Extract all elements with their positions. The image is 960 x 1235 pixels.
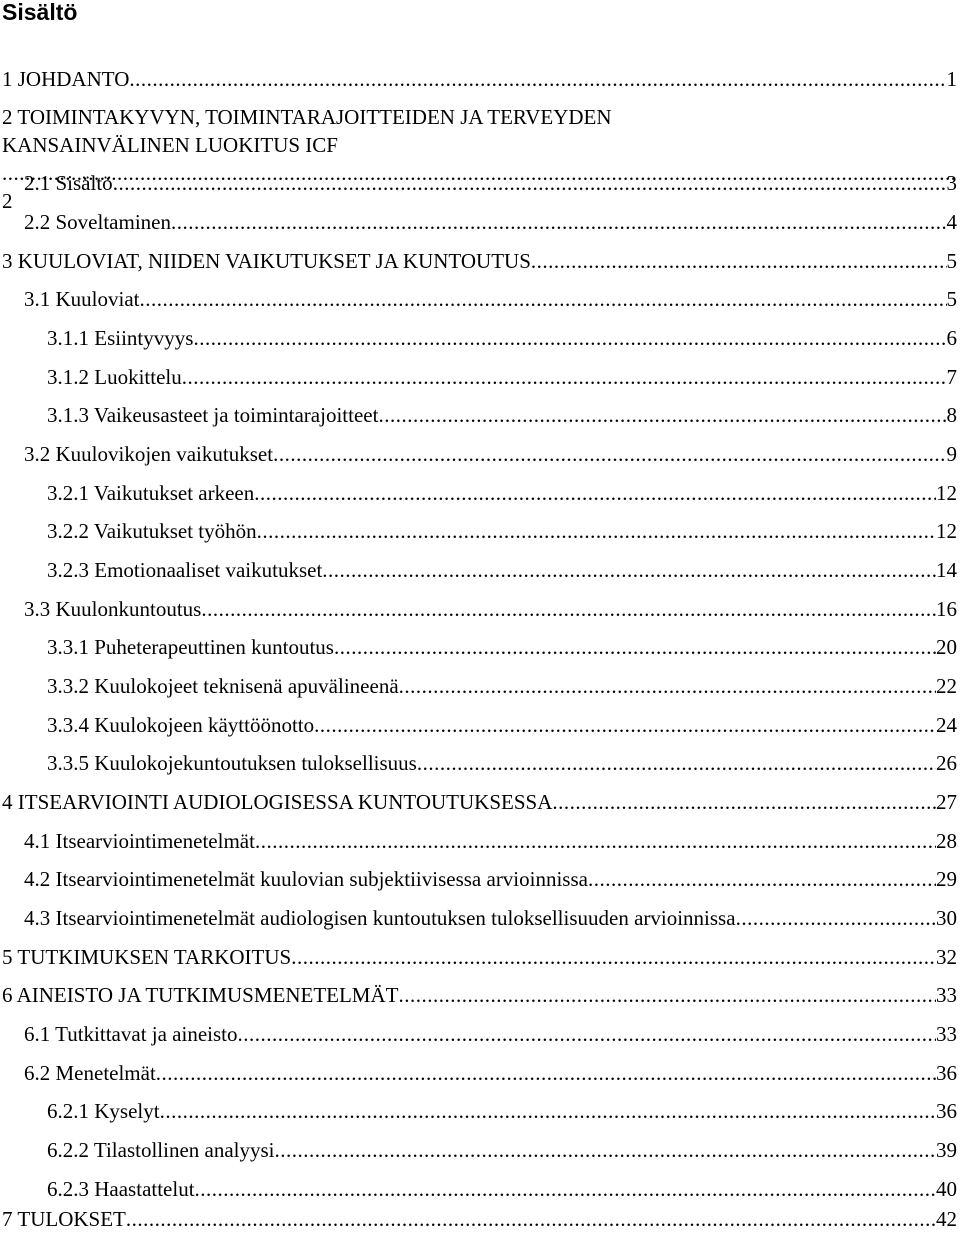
toc-entry-page: 16: [936, 597, 957, 621]
toc-entry-page: 5: [946, 249, 957, 273]
toc-entry-3-2[interactable]: [24, 440, 957, 468]
toc-entry-page: 12: [936, 519, 957, 543]
toc-entry-page: 33: [936, 983, 957, 1007]
toc-entry-6-2[interactable]: [24, 1059, 957, 1087]
toc-entry-title: 3.3 Kuulonkuntoutus: [24, 597, 202, 621]
dot-leader: [334, 633, 936, 661]
dot-leader: [322, 556, 936, 584]
dot-leader: [126, 1205, 936, 1233]
toc-entry-title: 3.2.2 Vaikutukset työhön: [47, 519, 257, 543]
toc-entry-page: 33: [936, 1022, 957, 1046]
dot-leader: [140, 285, 947, 313]
dot-leader: [417, 749, 936, 777]
dot-leader: [195, 1175, 936, 1203]
dot-leader: [113, 169, 947, 197]
toc-entry-title: 3.3.1 Puheterapeuttinen kuntoutus: [47, 635, 334, 659]
toc-entry-page: 39: [936, 1138, 957, 1162]
toc-entry-title: 3.2 Kuulovikojen vaikutukset: [24, 442, 274, 466]
dot-leader: [398, 981, 936, 1009]
toc-entry-6-2-2[interactable]: [47, 1136, 957, 1164]
toc-entry-4-1[interactable]: [24, 827, 957, 855]
toc-entry-3-2-1[interactable]: [47, 479, 957, 507]
toc-entry-page: 7: [946, 365, 957, 389]
toc-entry-3-3-5[interactable]: [47, 749, 957, 777]
toc-entry-7[interactable]: [2, 1205, 957, 1233]
dot-leader: [129, 65, 946, 93]
toc-entry-3-1-1[interactable]: [47, 324, 957, 352]
toc-entry-4-3[interactable]: [24, 904, 957, 932]
toc-entry-title: 3 KUULOVIAT, NIIDEN VAIKUTUKSET JA KUNTOUTUS: [2, 249, 531, 273]
toc-entry-title-line1: 2 TOIMINTAKYVYN, TOIMINTARAJOITTEIDEN JA TERVEYDEN: [2, 105, 612, 129]
toc-entry-4-2[interactable]: [24, 865, 957, 893]
toc-entry-title: 3.1.3 Vaikeusasteet ja toimintarajoitteet: [47, 403, 379, 427]
toc-entry-5[interactable]: [2, 943, 957, 971]
toc-entry-3-3-4[interactable]: [47, 711, 957, 739]
toc-entry-title: 3.1.1 Esiintyvyys: [47, 326, 194, 350]
toc-entry-page: 2: [2, 189, 13, 213]
dot-leader: [156, 1059, 936, 1087]
toc-entry-3-3-1[interactable]: [47, 633, 957, 661]
toc-entry-page: 8: [946, 403, 957, 427]
dot-leader: [588, 865, 936, 893]
toc-entry-4[interactable]: [2, 788, 957, 816]
toc-entry-page: 4: [946, 210, 957, 234]
dot-leader: [314, 711, 936, 739]
toc-entry-3-3[interactable]: [24, 595, 957, 623]
toc-entry-title: 4.3 Itsearviointimenetelmät audiologisen kuntoutuksen tuloksellisuuden arvioinnissa: [24, 906, 736, 930]
toc-entry-title: 7 TULOKSET: [2, 1207, 126, 1231]
toc-entry-title: 5 TUTKIMUKSEN TARKOITUS: [2, 945, 292, 969]
toc-entry-page: 32: [936, 945, 957, 969]
toc-heading: Sisältö: [2, 0, 78, 25]
toc-entry-3-1[interactable]: [24, 285, 957, 313]
toc-entry-title: 3.2.3 Emotionaaliset vaikutukset: [47, 558, 323, 582]
dot-leader: [254, 479, 936, 507]
toc-entry-title: 2.2 Soveltaminen: [24, 210, 171, 234]
toc-entry-title: 4 ITSEARVIOINTI AUDIOLOGISESSA KUNTOUTUKSESSA: [2, 790, 553, 814]
toc-entry-2-2[interactable]: [24, 208, 957, 236]
dot-leader: [182, 363, 947, 391]
toc-entry-page: 36: [936, 1061, 957, 1085]
dot-leader: [736, 904, 936, 932]
dot-leader: [378, 401, 946, 429]
toc-entry-1[interactable]: [2, 65, 957, 93]
toc-entry-title: 6.2.3 Haastattelut: [47, 1177, 195, 1201]
toc-entry-page: 12: [936, 481, 957, 505]
toc-entry-page: 28: [936, 829, 957, 853]
toc-entry-3-3-2[interactable]: [47, 672, 957, 700]
toc-entry-title: 1 JOHDANTO: [2, 67, 130, 91]
toc-entry-title: 6.2.1 Kyselyt: [47, 1099, 160, 1123]
toc-entry-2-1[interactable]: [24, 169, 957, 197]
toc-entry-title: 6.2 Menetelmät: [24, 1061, 156, 1085]
toc-entry-page: 6: [946, 326, 957, 350]
toc-entry-3-2-3[interactable]: [47, 556, 957, 584]
toc-entry-page: 20: [936, 635, 957, 659]
toc-entry-3[interactable]: [2, 247, 957, 275]
toc-entry-page: 40: [936, 1177, 957, 1201]
toc-entry-title: 3.3.4 Kuulokojeen käyttöönotto: [47, 713, 315, 737]
toc-entry-3-1-3[interactable]: [47, 401, 957, 429]
toc-entry-page: 27: [936, 790, 957, 814]
dot-leader: [238, 1020, 937, 1048]
toc-entry-6-1[interactable]: [24, 1020, 957, 1048]
toc-entry-page: 9: [946, 442, 957, 466]
dot-leader: [273, 440, 946, 468]
toc-entry-page: 29: [936, 867, 957, 891]
toc-entry-page: 36: [936, 1099, 957, 1123]
dot-leader: [193, 324, 946, 352]
toc-entry-6[interactable]: [2, 981, 957, 1009]
toc-entry-title: 6.1 Tutkittavat ja aineisto: [24, 1022, 238, 1046]
toc-entry-page: 22: [936, 674, 957, 698]
dot-leader: [257, 517, 936, 545]
toc-entry-page: 1: [946, 67, 957, 91]
toc-entry-title: 2.1 Sisältö: [24, 171, 113, 195]
toc-entry-3-2-2[interactable]: [47, 517, 957, 545]
toc-entry-page: 42: [936, 1207, 957, 1231]
dot-leader: [201, 595, 936, 623]
dot-leader: [160, 1097, 936, 1125]
toc-entry-title: 3.1.2 Luokittelu: [47, 365, 182, 389]
toc-entry-page: 24: [936, 713, 957, 737]
toc-entry-title: 6.2.2 Tilastollinen analyysi: [47, 1138, 275, 1162]
toc-entry-page: 5: [946, 287, 957, 311]
toc-entry-title: 6 AINEISTO JA TUTKIMUSMENETELMÄT: [2, 983, 399, 1007]
toc-entry-3-1-2[interactable]: [47, 363, 957, 391]
toc-entry-page: 14: [936, 558, 957, 582]
toc-entry-title: 3.2.1 Vaikutukset arkeen: [47, 481, 255, 505]
dot-leader: [291, 943, 936, 971]
toc-entry-title: 4.2 Itsearviointimenetelmät kuulovian subjektiivisessa arvioinnissa: [24, 867, 588, 891]
dot-leader: [255, 827, 936, 855]
dot-leader: [552, 788, 936, 816]
toc-entry-title: 3.3.5 Kuulokojekuntoutuksen tuloksellisuus: [47, 751, 417, 775]
toc-entry-title: 3.1 Kuuloviat: [24, 287, 140, 311]
toc-entry-6-2-1[interactable]: [47, 1097, 957, 1125]
toc-entry-title: 4.1 Itsearviointimenetelmät: [24, 829, 255, 853]
toc-entry-page: 3: [946, 171, 957, 195]
dot-leader: [275, 1136, 936, 1164]
toc-entry-page: 30: [936, 906, 957, 930]
toc-entry-title-line2: KANSAINVÄLINEN LUOKITUS ICF: [2, 133, 338, 157]
dot-leader: [399, 672, 936, 700]
dot-leader: [531, 247, 947, 275]
dot-leader: [171, 208, 947, 236]
toc-entry-title: 3.3.2 Kuulokojeet teknisenä apuvälineenä: [47, 674, 399, 698]
toc-entry-6-2-3[interactable]: [47, 1175, 957, 1203]
toc-entry-page: 26: [936, 751, 957, 775]
